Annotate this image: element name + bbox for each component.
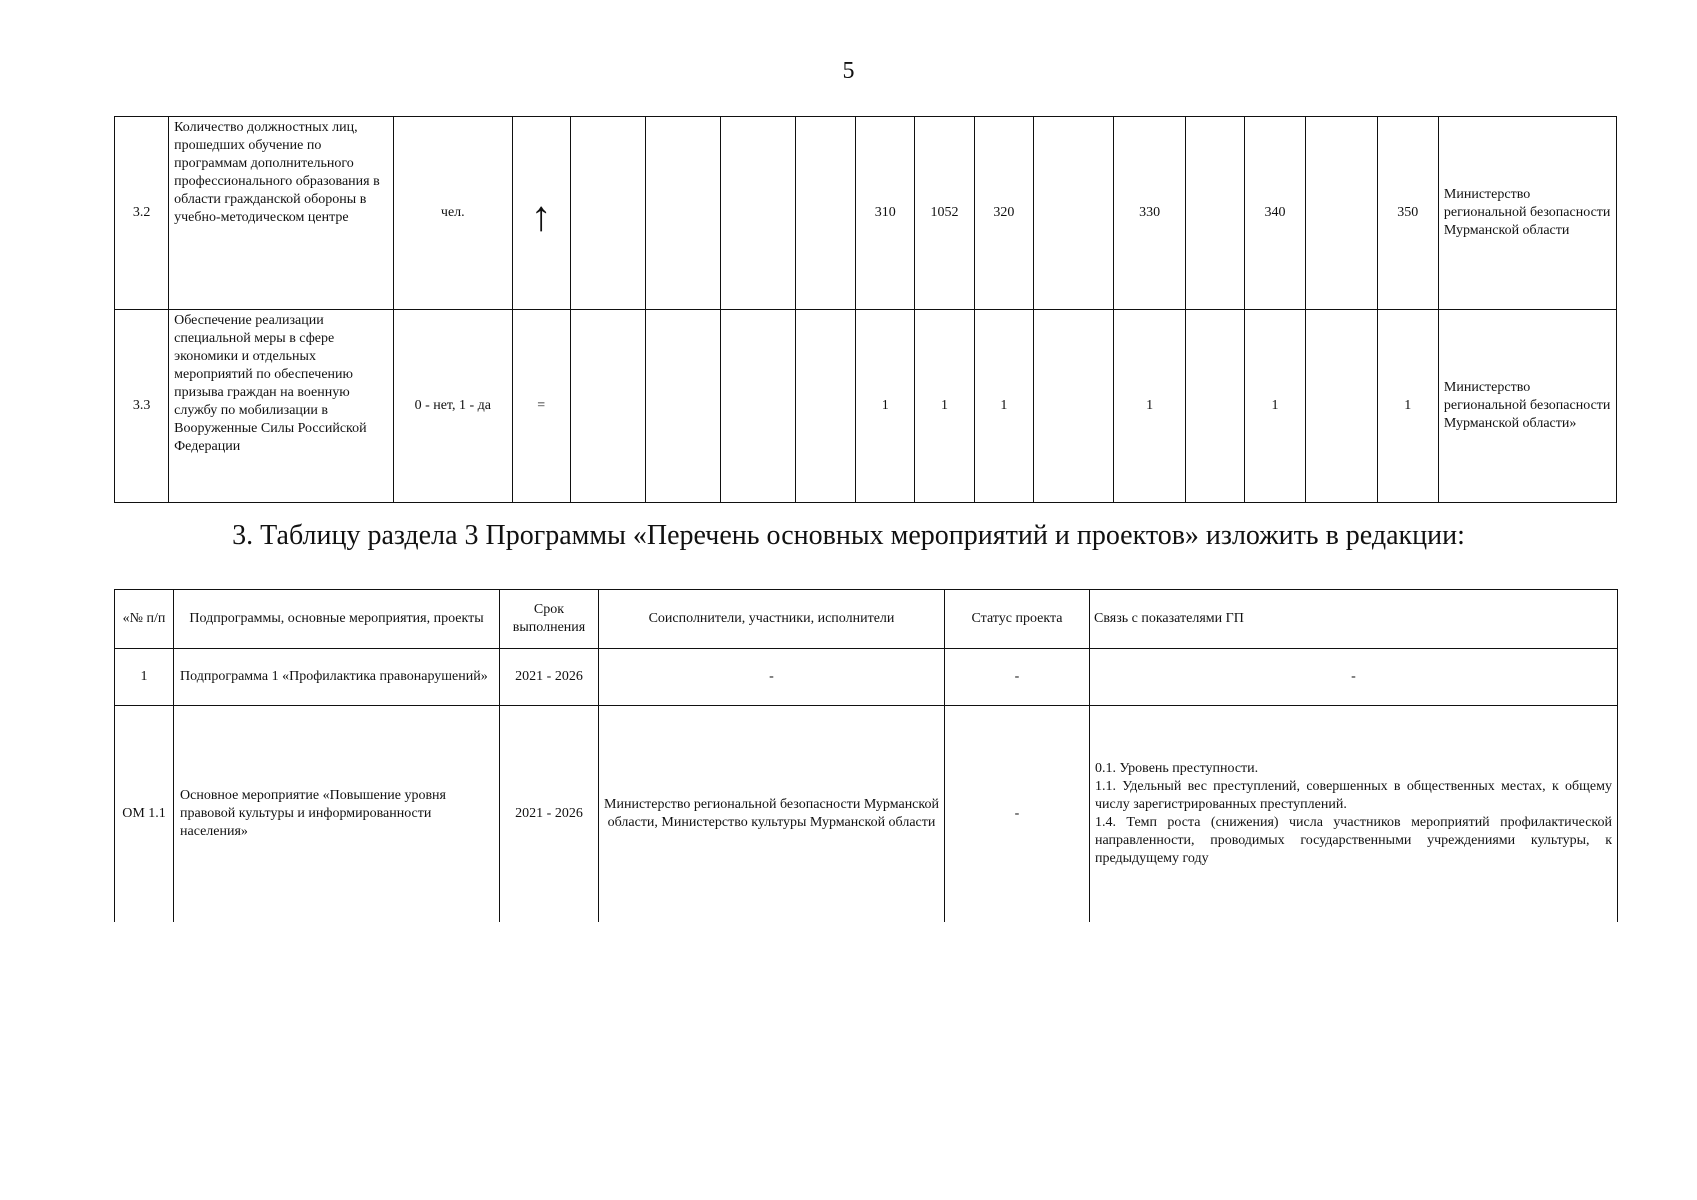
value-cell	[1186, 310, 1245, 503]
trend-cell: =	[512, 310, 570, 503]
table-row	[115, 649, 1618, 706]
table-row	[115, 310, 1617, 503]
header-number: «№ п/п	[115, 590, 174, 649]
value-cell	[1305, 310, 1377, 503]
value-cell	[720, 117, 795, 310]
header-executors: Соисполнители, участники, исполнители	[599, 590, 945, 649]
responsible-cell: Министерство региональной безопасности Мурманской области»	[1438, 310, 1616, 503]
header-name: Подпрограммы, основные мероприятия, проекты	[174, 590, 500, 649]
value-cell	[795, 117, 855, 310]
value-cell	[720, 310, 795, 503]
status-cell: -	[945, 649, 1090, 706]
value-cell	[1305, 117, 1377, 310]
value-cell	[570, 310, 645, 503]
value-cell: 320	[974, 117, 1033, 310]
header-status: Статус проекта	[945, 590, 1090, 649]
value-cell: 1	[1377, 310, 1438, 503]
row-number: ОМ 1.1	[115, 706, 174, 923]
row-number: 3.2	[115, 117, 169, 310]
value-cell	[570, 117, 645, 310]
table-header-row	[115, 590, 1618, 649]
activity-name: Основное мероприятие «Повышение уровня правовой культуры и информированности населения»	[174, 706, 500, 923]
value-cell	[645, 117, 720, 310]
responsible-cell: Министерство региональной безопасности Мурманской области	[1438, 117, 1616, 310]
indicator-line: 1.1. Удельный вес преступлений, совершенных в общественных местах, к общему числу зарегистрированных преступлений.	[1095, 779, 1612, 812]
row-number: 3.3	[115, 310, 169, 503]
indicator-name: Количество должностных лиц, прошедших обучение по программам дополнительного профессионального образования в области гражданской обороны в учебно-методическом центре	[169, 117, 394, 310]
header-term: Срок выполнения	[500, 590, 599, 649]
activity-name: Подпрограмма 1 «Профилактика правонарушений»	[174, 649, 500, 706]
unit-cell: чел.	[393, 117, 512, 310]
trend-cell	[512, 117, 570, 310]
value-cell: 1	[1245, 310, 1305, 503]
table-row	[115, 706, 1618, 923]
value-cell	[1034, 310, 1114, 503]
page-number: 5	[842, 58, 855, 84]
activities-table	[114, 589, 1618, 922]
indicator-line: 0.1. Уровень преступности.	[1095, 761, 1259, 776]
value-cell: 310	[856, 117, 915, 310]
row-number: 1	[115, 649, 174, 706]
executors-cell: Министерство региональной безопасности Мурманской области, Министерство культуры Мурманской области	[599, 706, 945, 923]
table-row	[115, 117, 1617, 310]
term-cell: 2021 - 2026	[500, 706, 599, 923]
value-cell	[1034, 117, 1114, 310]
value-cell: 1052	[915, 117, 974, 310]
indicator-name: Обеспечение реализации специальной меры в сфере экономики и отдельных мероприятий по обеспечению призыва граждан на военную службу по мобилизации в Вооруженные Силы Российской Федерации	[169, 310, 394, 503]
value-cell: 1	[974, 310, 1033, 503]
link-cell	[1090, 706, 1618, 923]
value-cell	[795, 310, 855, 503]
indicators-table	[114, 116, 1617, 503]
status-cell: -	[945, 706, 1090, 923]
header-link: Связь с показателями ГП	[1090, 590, 1618, 649]
section-heading: 3. Таблицу раздела 3 Программы «Перечень основных мероприятий и проектов» изложить в редакции:	[232, 520, 1465, 551]
value-cell: 340	[1245, 117, 1305, 310]
value-cell	[1186, 117, 1245, 310]
value-cell: 350	[1377, 117, 1438, 310]
value-cell: 1	[915, 310, 974, 503]
value-cell: 1	[1114, 310, 1186, 503]
value-cell	[645, 310, 720, 503]
arrow-up-icon: ↑	[530, 194, 552, 240]
term-cell: 2021 - 2026	[500, 649, 599, 706]
executors-cell: -	[599, 649, 945, 706]
value-cell: 1	[856, 310, 915, 503]
indicator-line: 1.4. Темп роста (снижения) числа участников мероприятий профилактической направленности, проводимых государственными учреждениями культуры, к предыдущему году	[1095, 815, 1612, 866]
value-cell: 330	[1114, 117, 1186, 310]
unit-cell: 0 - нет, 1 - да	[393, 310, 512, 503]
link-cell: -	[1090, 649, 1618, 706]
